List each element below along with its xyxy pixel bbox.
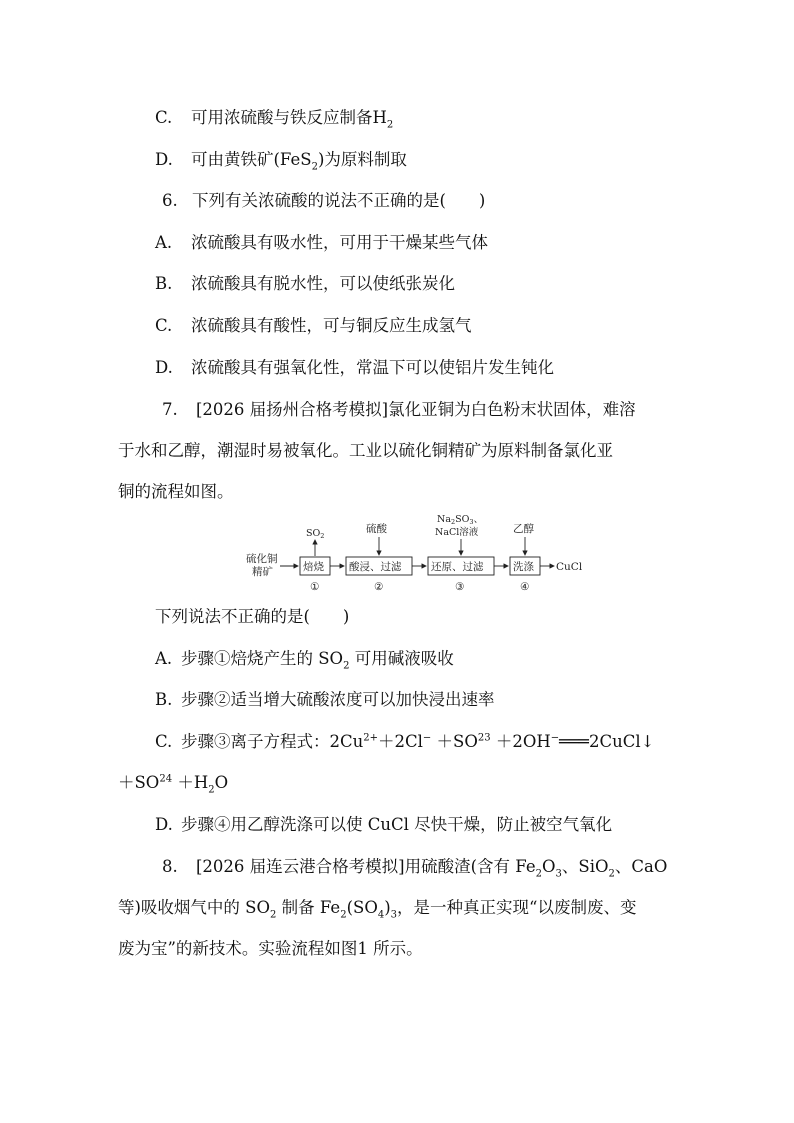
q7-option-c-cont bbox=[118, 773, 229, 796]
question-text: ，是一种真正实现“以废制废、变 bbox=[397, 898, 637, 917]
q7-sub-stem bbox=[155, 607, 349, 627]
superscript: − bbox=[422, 732, 432, 744]
option-text: 可用浓硫酸与铁反应制备 bbox=[191, 108, 373, 127]
option-text: ═══2CuCl↓ bbox=[559, 732, 655, 751]
q7-option-a bbox=[155, 649, 454, 672]
option-label: B. bbox=[155, 274, 173, 293]
option-text: )为原料制取 bbox=[317, 150, 407, 169]
flow-reagent-sulfuric-acid: 硫酸 bbox=[366, 523, 387, 535]
option-text: ＋SO bbox=[431, 732, 478, 751]
q5-option-c bbox=[155, 108, 394, 131]
flow-product: CuCl bbox=[556, 561, 583, 573]
flow-circle-3: ③ bbox=[455, 581, 465, 593]
superscript: 24 bbox=[159, 773, 173, 785]
flow-step-1: 焙烧 bbox=[303, 561, 324, 573]
question-text: 制备 Fe bbox=[276, 898, 341, 917]
option-label: D. bbox=[155, 358, 173, 377]
option-text: 浓硫酸具有强氧化性，常温下可以使铝片发生钝化 bbox=[191, 358, 554, 377]
subscript: 2 bbox=[535, 868, 542, 880]
question-text: ) bbox=[384, 898, 391, 917]
flow-step-4: 洗涤 bbox=[513, 561, 534, 573]
option-text: ＋H bbox=[172, 773, 209, 792]
option-text: 步骤①焙烧产生的 SO bbox=[181, 649, 344, 668]
q7-option-b bbox=[155, 690, 495, 710]
q7-option-d bbox=[155, 815, 612, 835]
subscript: 2 bbox=[343, 660, 350, 672]
option-text: 浓硫酸具有酸性，可与铜反应生成氢气 bbox=[191, 316, 472, 335]
option-text: ＋2Cl bbox=[378, 732, 423, 751]
option-label: A. bbox=[155, 649, 173, 668]
option-text: 浓硫酸具有吸水性，可用于干燥某些气体 bbox=[191, 233, 488, 252]
question-text: 废为宝”的新技术。实验流程如图1 所示。 bbox=[118, 939, 423, 958]
q6-option-d bbox=[155, 358, 554, 378]
option-text: 步骤④用乙醇洗涤可以使 CuCl 尽快干燥，防止被空气氧化 bbox=[181, 815, 613, 834]
q6-option-b bbox=[155, 274, 455, 294]
question-text: 、SiO bbox=[561, 857, 609, 876]
option-label: C. bbox=[155, 316, 173, 335]
flow-step-2: 酸浸、过滤 bbox=[349, 561, 402, 573]
option-text: 步骤③离子方程式：2Cu bbox=[181, 732, 364, 751]
question-text: (SO bbox=[346, 898, 378, 917]
subscript: 2 bbox=[311, 161, 318, 173]
question-number: 8. bbox=[162, 857, 178, 876]
option-text: 可由黄铁矿(FeS bbox=[191, 150, 312, 169]
option-label: C. bbox=[155, 732, 173, 751]
subscript: 4 bbox=[377, 909, 385, 921]
superscript: 23 bbox=[477, 732, 491, 744]
process-flow-diagram bbox=[240, 510, 600, 600]
option-text: ＋2OH bbox=[490, 732, 551, 751]
question-text: 铜的流程如图。 bbox=[118, 482, 234, 501]
superscript: − bbox=[550, 732, 560, 744]
subscript: 2 bbox=[208, 784, 215, 796]
question-text: 于水和乙醇，潮湿时易被氧化。工业以硫化铜精矿为原料制备氯化亚 bbox=[118, 441, 613, 460]
q8-stem-line2 bbox=[118, 898, 637, 921]
q7-stem-line2 bbox=[118, 441, 613, 461]
subscript: 2 bbox=[386, 119, 394, 131]
option-label: A. bbox=[155, 233, 173, 252]
flow-circle-1: ① bbox=[310, 581, 320, 593]
flow-reagent-nacl: NaCl溶液 bbox=[435, 527, 479, 538]
question-number: 7. bbox=[162, 400, 178, 419]
flow-output-so2: $SO_2$ bbox=[306, 528, 325, 540]
question-text: [2026 届连云港合格考模拟]用硫酸渣(含有 Fe bbox=[196, 857, 536, 876]
option-text: 步骤②适当增大硫酸浓度可以加快浸出速率 bbox=[181, 690, 495, 709]
question-text: 等)吸收烟气中的 SO bbox=[118, 898, 271, 917]
question-text: 下列说法不正确的是( ) bbox=[155, 607, 350, 626]
subscript: 2 bbox=[608, 868, 615, 880]
flow-reagent-ethanol: 乙醇 bbox=[513, 523, 534, 535]
flow-step-3: 还原、过滤 bbox=[431, 561, 484, 573]
q7-stem-line1 bbox=[162, 400, 636, 420]
option-label: D. bbox=[155, 150, 173, 169]
formula: H bbox=[372, 108, 387, 127]
question-number: 6. bbox=[162, 191, 178, 210]
option-label: C. bbox=[155, 108, 173, 127]
superscript: 2+ bbox=[363, 732, 378, 744]
option-text: 可用碱液吸收 bbox=[349, 649, 454, 668]
q7-stem-line3 bbox=[118, 482, 234, 502]
flow-circle-4: ④ bbox=[520, 581, 530, 593]
flow-reagent-na2so3: $Na_2SO_3$、 bbox=[437, 514, 484, 526]
option-text: ＋SO bbox=[118, 773, 160, 792]
question-text: 、CaO bbox=[614, 857, 668, 876]
option-text: O bbox=[214, 773, 229, 792]
subscript: 2 bbox=[340, 909, 347, 921]
q8-stem-line3 bbox=[118, 939, 423, 959]
subscript: 3 bbox=[390, 909, 398, 921]
q6-stem bbox=[162, 191, 485, 211]
flow-input-line2: 精矿 bbox=[252, 566, 273, 578]
flow-circle-2: ② bbox=[374, 581, 384, 593]
flow-input-line1: 硫化铜 bbox=[246, 553, 278, 565]
option-text: 浓硫酸具有脱水性，可以使纸张炭化 bbox=[191, 274, 455, 293]
option-label: D. bbox=[155, 815, 173, 834]
subscript: 3 bbox=[555, 868, 562, 880]
question-text: O bbox=[541, 857, 556, 876]
option-label: B. bbox=[155, 690, 173, 709]
q5-option-d bbox=[155, 150, 407, 173]
q6-option-c bbox=[155, 316, 472, 336]
subscript: 2 bbox=[270, 909, 277, 921]
question-text: [2026 届扬州合格考模拟]氯化亚铜为白色粉末状固体，难溶 bbox=[196, 400, 636, 419]
q6-option-a bbox=[155, 233, 488, 253]
q7-option-c bbox=[155, 732, 654, 752]
flow-svg bbox=[240, 510, 600, 600]
q8-stem-line1 bbox=[162, 857, 668, 880]
question-text: 下列有关浓硫酸的说法不正确的是( ) bbox=[192, 191, 486, 210]
